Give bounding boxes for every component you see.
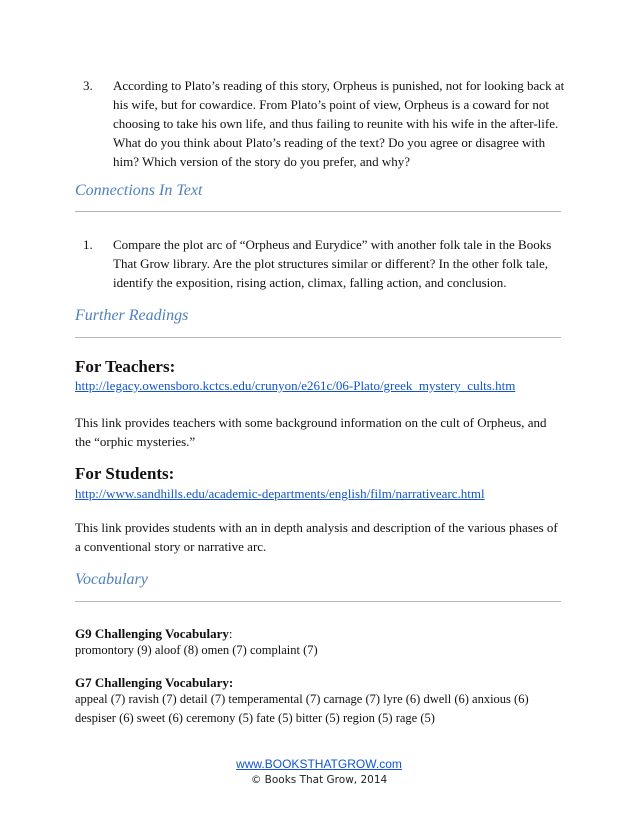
- question-3: [75, 76, 565, 171]
- students-description: This link provides students with an in depth analysis and description of the various phases of a conventional story or narrative arc.: [75, 520, 558, 554]
- students-link[interactable]: http://www.sandhills.edu/academic-departments/english/film/narrativearc.html: [75, 486, 485, 501]
- vocabulary-divider: [75, 601, 561, 602]
- connections-divider: [75, 211, 561, 212]
- connections-item-number: 1.: [83, 237, 93, 252]
- vocabulary-heading: Vocabulary: [75, 571, 148, 588]
- g9-vocabulary-words: promontory (9) aloof (8) omen (7) complaint (7): [75, 643, 318, 657]
- g9-vocabulary-label: [75, 626, 233, 642]
- connections-item-1: [75, 235, 565, 292]
- connections-heading: Connections In Text: [75, 182, 203, 199]
- g7-vocabulary-words: appeal (7) ravish (7) detail (7) temperamental (7) carnage (7) lyre (6) dwell (6) anxious (6) despiser (6) sweet (6) ceremony (5) fate (5) bitter (5) region (5) rage (5): [75, 692, 529, 725]
- footer-copyright: © Books That Grow, 2014: [250, 774, 388, 786]
- g9-label-colon: :: [228, 626, 233, 641]
- g7-vocabulary-label: G7 Challenging Vocabulary:: [75, 675, 234, 690]
- question-3-text: According to Plato’s reading of this story, Orpheus is punished, not for looking back at his wife, but for cowardice. From Plato’s point of view, Orpheus is a coward for not choosing to take his own life, and thus failing to reunite with his wife in the after-life. What do you think about Plato’s reading of the text? Do you agree or disagree with him? Which version of the story do you prefer, and why?: [113, 78, 565, 169]
- g9-label-text: G9 Challenging Vocabulary: [75, 626, 229, 641]
- for-students-heading: For Students:: [75, 464, 175, 483]
- for-teachers-heading: For Teachers:: [75, 357, 176, 376]
- teachers-description: This link provides teachers with some background information on the cult of Orpheus, and the “orphic mysteries.”: [75, 415, 547, 449]
- question-3-number: 3.: [83, 78, 93, 93]
- teachers-link[interactable]: http://legacy.owensboro.kctcs.edu/crunyon/e261c/06-Plato/greek_mystery_cults.htm: [75, 378, 516, 393]
- further-readings-divider: [75, 337, 561, 338]
- footer-website-link[interactable]: www.BOOKSTHATGROW.com: [236, 757, 402, 771]
- further-readings-heading: Further Readings: [75, 307, 189, 324]
- connections-item-text: Compare the plot arc of “Orpheus and Eurydice” with another folk tale in the Books That Grow library. Are the plot structures similar or different? In the other folk tale, identify the exposition, rising action, climax, falling action, and conclusion.: [113, 237, 552, 290]
